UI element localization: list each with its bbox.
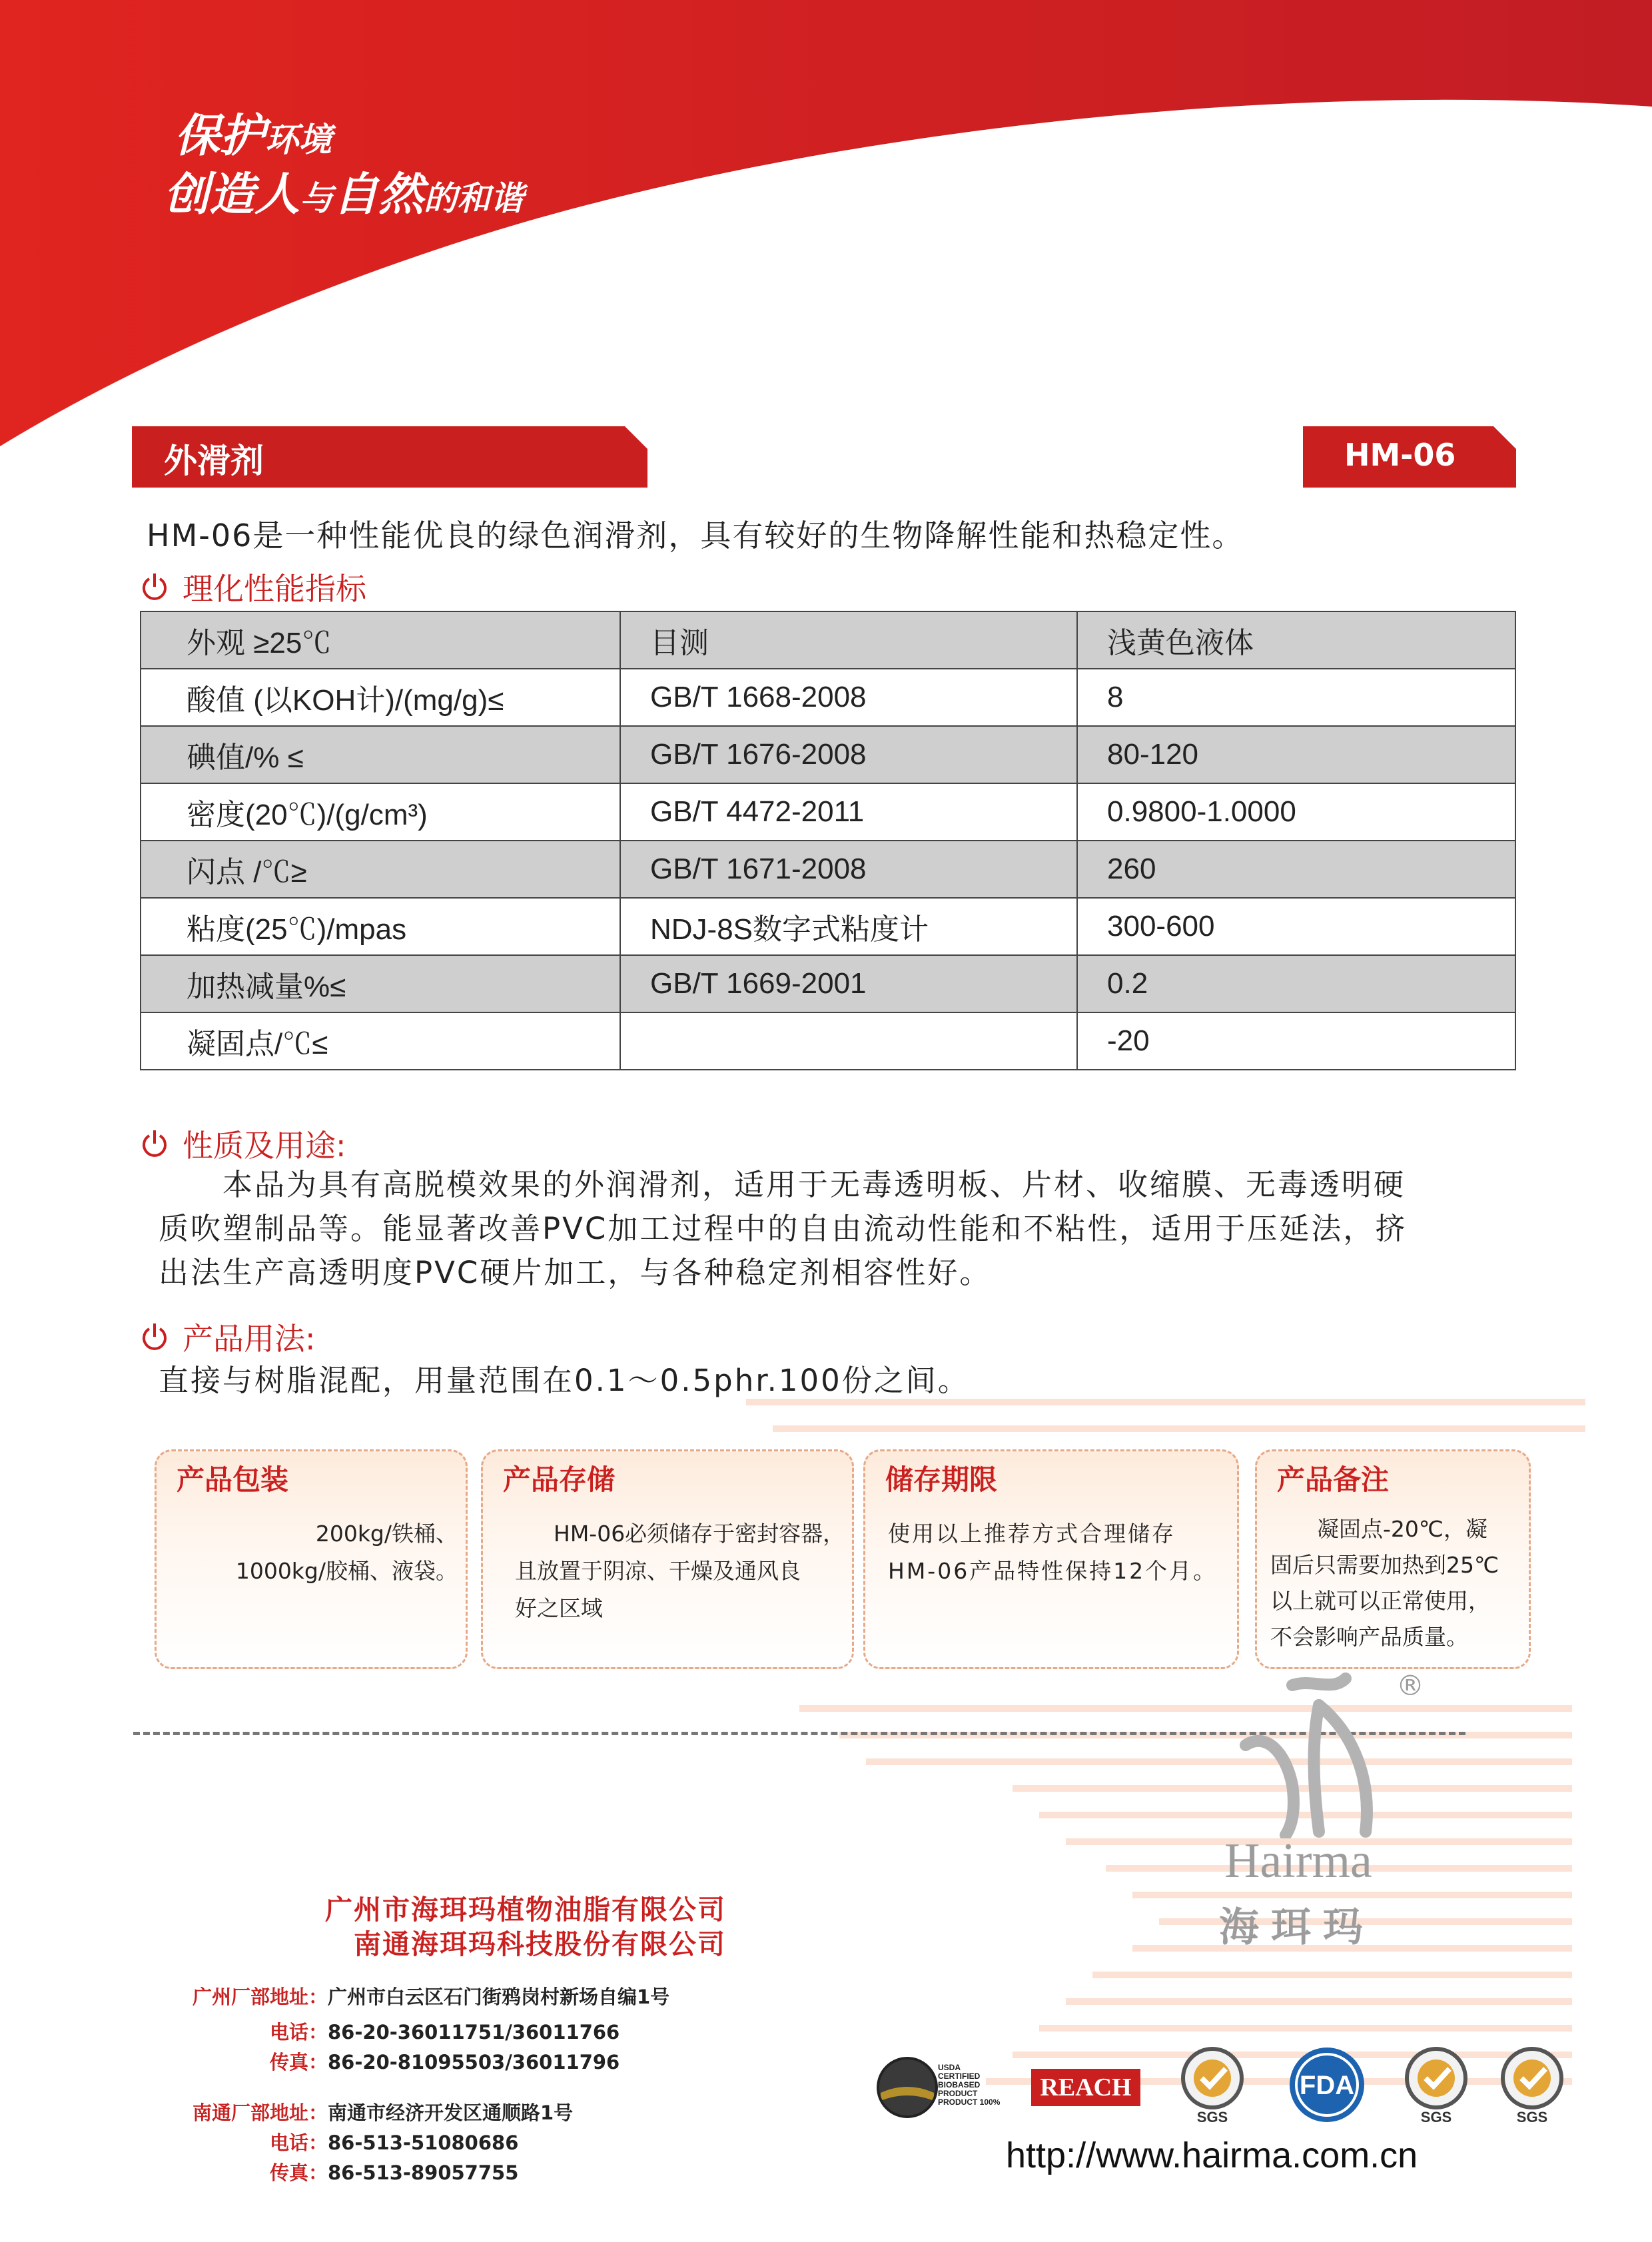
brand-name-en: Hairma	[1224, 1834, 1372, 1888]
table-row	[141, 1012, 1515, 1070]
table-cell: 加热减量%≤	[141, 955, 620, 1012]
usda-seal-icon	[874, 2054, 941, 2121]
card-title: 产品备注	[1277, 1463, 1390, 1496]
section-title: 外滑剂	[164, 442, 264, 480]
table-row	[141, 611, 1515, 669]
sgs-label: SGS	[1420, 2109, 1452, 2125]
table-cell: 酸值 (以KOH计)/(mg/g)≤	[141, 669, 620, 726]
table-row	[141, 955, 1515, 1012]
table-cell: 300-600	[1077, 898, 1515, 955]
table-cell: GB/T 4472-2011	[620, 783, 1077, 841]
table-cell: 粘度(25℃)/mpas	[141, 898, 620, 955]
table-cell: 碘值/% ≤	[141, 726, 620, 783]
usda-line: BIOBASED	[938, 2080, 981, 2089]
table-row	[141, 898, 1515, 955]
sgs-badge-3	[1492, 2045, 1572, 2125]
table-cell: NDJ-8S数字式粘度计	[620, 898, 1077, 955]
card-remarks	[1255, 1449, 1531, 1669]
table-cell	[620, 1012, 1077, 1070]
table-row	[141, 669, 1515, 726]
card-title: 产品存储	[503, 1463, 616, 1496]
table-cell: GB/T 1671-2008	[620, 841, 1077, 898]
table-cell: 260	[1077, 841, 1515, 898]
card-storage	[481, 1449, 854, 1669]
tel-value: 86-20-36011751/36011766	[328, 2021, 620, 2044]
table-row	[141, 726, 1515, 783]
spec-table	[140, 611, 1516, 1070]
sgs-badge-2	[1396, 2045, 1476, 2125]
card-body	[888, 1515, 1217, 1590]
table-cell: GB/T 1676-2008	[620, 726, 1077, 783]
power-icon	[141, 1322, 168, 1351]
table-cell: 目测	[620, 611, 1077, 669]
brand-name-cn: 海珥玛	[1219, 1904, 1375, 1951]
table-cell: GB/T 1668-2008	[620, 669, 1077, 726]
slogan-line-2: 创造人与自然的和谐	[164, 169, 524, 221]
card-line: 固后只需要加热到25℃	[1270, 1552, 1499, 1578]
address-label: 广州厂部地址：	[192, 1986, 328, 2008]
usda-badge	[874, 2054, 1034, 2121]
card-line: HM-06必须储存于密封容器，	[554, 1521, 845, 1547]
tel-label: 电话：	[269, 2021, 328, 2044]
method-text: 直接与树脂混配，用量范围在0.1～0.5phr.100份之间。	[159, 1363, 970, 1398]
table-cell: 外观 ≥25℃	[141, 611, 620, 669]
table-cell: 浅黄色液体	[1077, 611, 1515, 669]
table-cell: 80-120	[1077, 726, 1515, 783]
card-line: 以上就可以正常使用，	[1270, 1588, 1490, 1614]
power-icon	[141, 572, 168, 601]
hairma-logo-mark	[1219, 1665, 1406, 1838]
address-value: 南通市经济开发区通顺路1号	[328, 2101, 574, 2124]
card-line: 好之区域	[515, 1595, 603, 1621]
card-line: HM-06产品特性保持12个月。	[888, 1558, 1218, 1584]
fax-value: 86-513-89057755	[328, 2161, 519, 2184]
website-link[interactable]: http://www.hairma.com.cn	[1006, 2135, 1418, 2175]
card-line: 1000kg/胶桶、液袋。	[235, 1558, 458, 1584]
usda-text	[938, 2063, 1000, 2107]
table-cell: -20	[1077, 1012, 1515, 1070]
card-body	[1270, 1511, 1499, 1655]
nantong-address-block	[172, 2098, 573, 2185]
address-value: 广州市白云区石门街鸦岗村新场自编1号	[328, 1986, 670, 2008]
usage-line: 质吹塑制品等。能显著改善PVC加工过程中的自由流动性能和不粘性，适用于压延法，挤	[159, 1211, 1408, 1246]
table-cell: 0.9800-1.0000	[1077, 783, 1515, 841]
usda-line: CERTIFIED	[938, 2071, 981, 2081]
product-intro: HM-06是一种性能优良的绿色润滑剂，具有较好的生物降解性能和热稳定性。	[147, 518, 1244, 554]
card-line: 凝固点-20℃，凝	[1317, 1516, 1487, 1542]
usda-line: PRODUCT 100%	[938, 2097, 1001, 2107]
company-name-nantong: 南通海珥玛科技股份有限公司	[354, 1928, 726, 1960]
card-line: 且放置于阴凉、干燥及通风良	[515, 1558, 801, 1584]
table-cell: 8	[1077, 669, 1515, 726]
card-line: 200kg/铁桶、	[315, 1521, 458, 1547]
card-shelf-life	[863, 1449, 1239, 1669]
usage-paragraph	[159, 1163, 1524, 1295]
usage-title-text: 性质及用途:	[183, 1128, 346, 1164]
fda-badge	[1287, 2045, 1367, 2125]
card-body	[236, 1515, 458, 1590]
method-section-title	[141, 1315, 316, 1359]
tel-value: 86-513-51080686	[328, 2131, 519, 2154]
usage-section-title	[141, 1122, 346, 1166]
card-packaging	[155, 1449, 468, 1669]
fda-label: FDA	[1299, 2071, 1355, 2100]
table-row	[141, 783, 1515, 841]
card-body	[515, 1515, 845, 1627]
card-title: 储存期限	[885, 1463, 998, 1496]
sgs-label: SGS	[1196, 2109, 1228, 2125]
power-icon	[141, 1129, 168, 1158]
table-cell: 闪点 /℃≥	[141, 841, 620, 898]
card-title: 产品包装	[177, 1463, 289, 1496]
table-cell: 凝固点/℃≤	[141, 1012, 620, 1070]
reach-badge: REACH	[1031, 2069, 1140, 2106]
sgs-badge-1	[1172, 2045, 1252, 2125]
hero-banner	[0, 0, 1652, 466]
company-name-guangzhou: 广州市海珥玛植物油脂有限公司	[325, 1894, 726, 1926]
usda-line: PRODUCT	[938, 2089, 978, 2098]
model-tag: HM-06	[1344, 437, 1456, 473]
card-line: 使用以上推荐方式合理储存	[888, 1521, 1176, 1547]
tel-label: 电话：	[269, 2131, 328, 2154]
table-cell: 0.2	[1077, 955, 1515, 1012]
usage-line: 出法生产高透明度PVC硬片加工，与各种稳定剂相容性好。	[159, 1255, 992, 1290]
fax-label: 传真：	[269, 2051, 328, 2073]
guangzhou-address-block	[172, 1982, 669, 2075]
usda-line: USDA	[938, 2063, 961, 2072]
spec-section-title	[141, 565, 366, 609]
card-line: 不会影响产品质量。	[1270, 1624, 1468, 1650]
registered-mark: ®	[1396, 1669, 1424, 1702]
table-cell: 密度(20℃)/(g/cm³)	[141, 783, 620, 841]
usage-line: 本品为具有高脱模效果的外润滑剂，适用于无毒透明板、片材、收缩膜、无毒透明硬	[222, 1167, 1406, 1202]
address-label: 南通厂部地址：	[192, 2101, 328, 2124]
fax-label: 传真：	[269, 2161, 328, 2184]
spec-title-text: 理化性能指标	[183, 571, 366, 607]
table-row	[141, 841, 1515, 898]
fax-value: 86-20-81095503/36011796	[328, 2051, 620, 2073]
sgs-label: SGS	[1516, 2109, 1548, 2125]
table-cell: GB/T 1669-2001	[620, 955, 1077, 1012]
method-title-text: 产品用法:	[183, 1321, 316, 1357]
slogan-line-1: 保护环境	[175, 110, 332, 163]
